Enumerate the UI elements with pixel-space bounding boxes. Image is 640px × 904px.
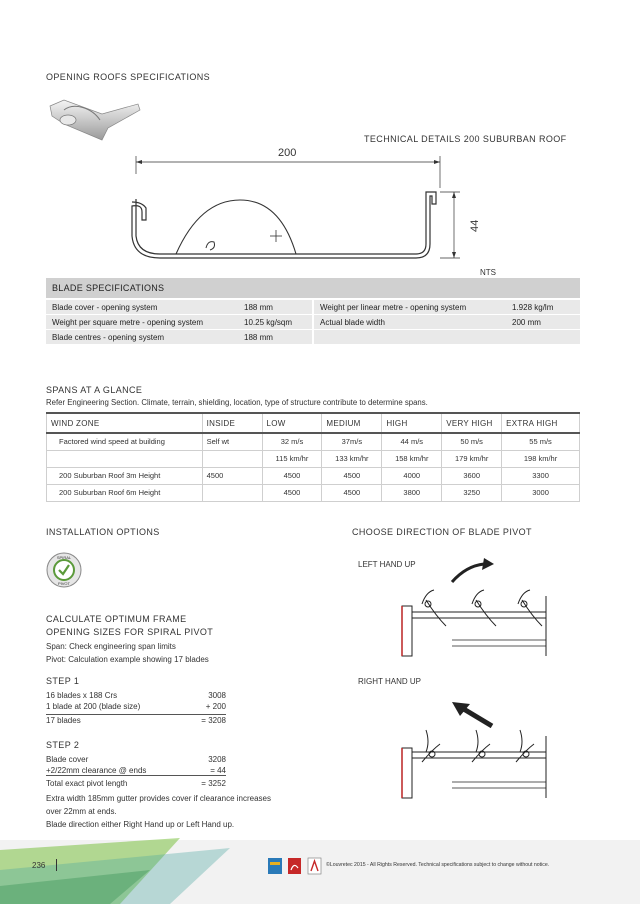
column-header: EXTRA HIGH xyxy=(502,413,580,433)
step1-table xyxy=(46,690,226,725)
spec-value: 188 mm xyxy=(244,303,273,312)
calc-row xyxy=(46,714,226,725)
table-cell: 133 km/hr xyxy=(322,450,382,467)
blade-spec-title: BLADE SPECIFICATIONS xyxy=(46,278,580,298)
installation-title: INSTALLATION OPTIONS xyxy=(46,527,160,537)
table-cell: 158 km/hr xyxy=(382,450,442,467)
pivot-direction-title: CHOOSE DIRECTION OF BLADE PIVOT xyxy=(352,527,532,537)
span-note: Span: Check engineering span limits xyxy=(46,642,176,651)
table-cell: 3250 xyxy=(442,484,502,501)
table-cell: 44 m/s xyxy=(382,433,442,450)
spec-label: Blade cover - opening system xyxy=(52,303,158,312)
table-cell: 3300 xyxy=(502,467,580,484)
page-number: 236 xyxy=(32,861,46,870)
table-cell: 4500 xyxy=(322,484,382,501)
spec-row xyxy=(46,315,312,330)
table-cell: 200 Suburban Roof 6m Height xyxy=(47,484,203,501)
table-cell: 3800 xyxy=(382,484,442,501)
step2-table xyxy=(46,754,226,789)
calc-value: = 3252 xyxy=(201,779,226,788)
calc-label: 1 blade at 200 (blade size) xyxy=(46,702,141,711)
column-header: HIGH xyxy=(382,413,442,433)
table-cell: 4500 xyxy=(322,467,382,484)
column-header: LOW xyxy=(262,413,322,433)
spec-row xyxy=(46,300,312,315)
calc-row xyxy=(46,701,226,712)
spans-header-row xyxy=(47,413,580,433)
column-header: INSIDE xyxy=(202,413,262,433)
spans-title: SPANS AT A GLANCE xyxy=(46,385,143,395)
table-cell: 179 km/hr xyxy=(442,450,502,467)
calc-row xyxy=(46,765,226,776)
table-cell: 115 km/hr xyxy=(262,450,322,467)
spec-label: Weight per square metre - opening system xyxy=(52,318,204,327)
calc-label: 16 blades x 188 Crs xyxy=(46,691,118,700)
table-cell: Self wt xyxy=(202,433,262,450)
height-dimension-label: 44 xyxy=(469,219,481,232)
table-cell: 37m/s xyxy=(322,433,382,450)
pivot-note: Pivot: Calculation example showing 17 blades xyxy=(46,655,209,664)
calc-value: + 200 xyxy=(205,702,226,711)
nts-note: NTS xyxy=(480,268,496,277)
step1-title: STEP 1 xyxy=(46,676,80,686)
column-header: WIND ZONE xyxy=(47,413,203,433)
table-cell: 4500 xyxy=(202,467,262,484)
calc-label: Total exact pivot length xyxy=(46,779,128,788)
column-header: VERY HIGH xyxy=(442,413,502,433)
page-number-divider xyxy=(56,859,57,871)
spec-row xyxy=(46,330,312,345)
table-row xyxy=(47,467,580,484)
calc-label: 17 blades xyxy=(46,716,81,725)
calc-row xyxy=(46,754,226,765)
spiral-pivot-badge xyxy=(46,552,82,588)
extra-width-note-cont: over 22mm at ends. xyxy=(46,807,117,816)
table-cell: 4500 xyxy=(262,467,322,484)
table-row xyxy=(47,450,580,467)
blade-product-image xyxy=(44,94,144,144)
calc-value: 3008 xyxy=(208,691,226,700)
format-icons xyxy=(268,856,324,876)
table-row xyxy=(47,433,580,450)
table-cell: 32 m/s xyxy=(262,433,322,450)
table-cell: 200 Suburban Roof 3m Height xyxy=(47,467,203,484)
table-cell xyxy=(202,484,262,501)
spec-value: 1.928 kg/lm xyxy=(512,303,554,312)
left-hand-up-label: LEFT HAND UP xyxy=(358,560,416,569)
table-cell: 55 m/s xyxy=(502,433,580,450)
table-cell: 4500 xyxy=(262,484,322,501)
dwg-file-icon xyxy=(268,858,282,874)
badge-top-text: SPIRAL xyxy=(56,555,72,560)
calc-label: Blade cover xyxy=(46,755,89,764)
table-cell: 4000 xyxy=(382,467,442,484)
table-cell: 3600 xyxy=(442,467,502,484)
spec-value: 188 mm xyxy=(244,333,273,342)
right-hand-up-diagram xyxy=(396,696,556,800)
blade-direction-note: Blade direction either Right Hand up or Left Hand up. xyxy=(46,820,235,829)
left-hand-up-diagram xyxy=(396,556,556,660)
calc-value: = 3208 xyxy=(201,716,226,725)
spans-note: Refer Engineering Section. Climate, terrain, shielding, location, type of structure contribute to determine spans. xyxy=(46,398,428,407)
spec-label: Blade centres - opening system xyxy=(52,333,165,342)
column-header: MEDIUM xyxy=(322,413,382,433)
spec-row xyxy=(314,300,580,315)
table-row xyxy=(47,484,580,501)
calc-row xyxy=(46,778,226,789)
calc-row xyxy=(46,690,226,701)
table-cell xyxy=(202,450,262,467)
table-cell: 3000 xyxy=(502,484,580,501)
spec-row xyxy=(314,315,580,330)
badge-bottom-text: PIVOT xyxy=(57,581,71,586)
calc-title-2: OPENING SIZES FOR SPIRAL PIVOT xyxy=(46,627,214,637)
spec-row xyxy=(314,330,580,345)
spans-table xyxy=(46,412,580,502)
blade-profile-drawing xyxy=(120,144,490,279)
calc-value: 3208 xyxy=(208,755,226,764)
spec-value: 200 mm xyxy=(512,318,541,327)
table-cell xyxy=(47,450,203,467)
spec-label: Actual blade width xyxy=(320,318,385,327)
calc-value: = 44 xyxy=(210,766,226,775)
blade-specifications-table xyxy=(46,278,580,345)
width-dimension-label: 200 xyxy=(278,147,297,159)
page-title: OPENING ROOFS SPECIFICATIONS xyxy=(46,72,211,82)
right-hand-up-label: RIGHT HAND UP xyxy=(358,677,421,686)
table-cell: Factored wind speed at building xyxy=(47,433,203,450)
extra-width-note: Extra width 185mm gutter provides cover if clearance increases xyxy=(46,794,271,803)
calc-label: +2/22mm clearance @ ends xyxy=(46,766,147,775)
copyright-notice: ©Louvretec 2015 - All Rights Reserved. Technical specifications subject to change without notice. xyxy=(326,862,550,868)
spec-value: 10.25 kg/sqm xyxy=(244,318,293,327)
step2-title: STEP 2 xyxy=(46,740,80,750)
table-cell: 50 m/s xyxy=(442,433,502,450)
table-cell: 198 km/hr xyxy=(502,450,580,467)
calc-title-1: CALCULATE OPTIMUM FRAME xyxy=(46,614,187,624)
spec-label: Weight per linear metre - opening system xyxy=(320,303,467,312)
tech-details-title: TECHNICAL DETAILS 200 SUBURBAN ROOF xyxy=(364,134,567,144)
